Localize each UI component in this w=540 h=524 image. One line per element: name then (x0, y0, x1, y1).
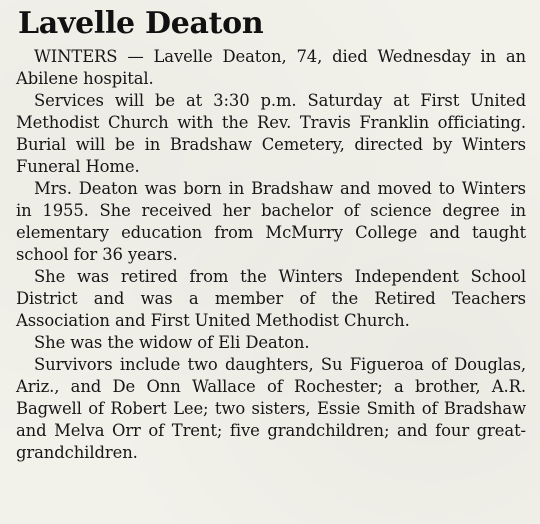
dateline-dash: — (117, 47, 154, 66)
lead-text: Lavelle Deaton, 74, died Wednesday in an Abilene hospital. (16, 47, 526, 88)
survivors-paragraph: Survivors include two daughters, Su Figueroa of Douglas, Ariz., and De Onn Wallace of Rochester; a brother, A.R. Bagwell of Robert Lee; two sisters, Essie Smith of Bradshaw and Melva Orr of Trent; five grandchildren; and four great-grandchildren. (16, 355, 526, 462)
dateline: WINTERS (34, 47, 118, 66)
services-paragraph: Services will be at 3:30 p.m. Saturday at First United Methodist Church with the Rev. Travis Franklin officiating. Burial will be in Bradshaw Cemetery, directed by Winters Funeral Home. (16, 91, 526, 176)
obituary-headline: Lavelle Deaton (18, 6, 264, 41)
biography-paragraph: Mrs. Deaton was born in Bradshaw and moved to Winters in 1955. She received her bachelor of science degree in elementary education from McMurry College and taught school for 36 years. (16, 179, 526, 264)
retirement-paragraph: She was retired from the Winters Independent School District and was a member of the Retired Teachers Association and First United Methodist Church. (16, 267, 526, 330)
widow-paragraph: She was the widow of Eli Deaton. (34, 333, 310, 352)
obituary-lead-paragraph (16, 46, 526, 90)
